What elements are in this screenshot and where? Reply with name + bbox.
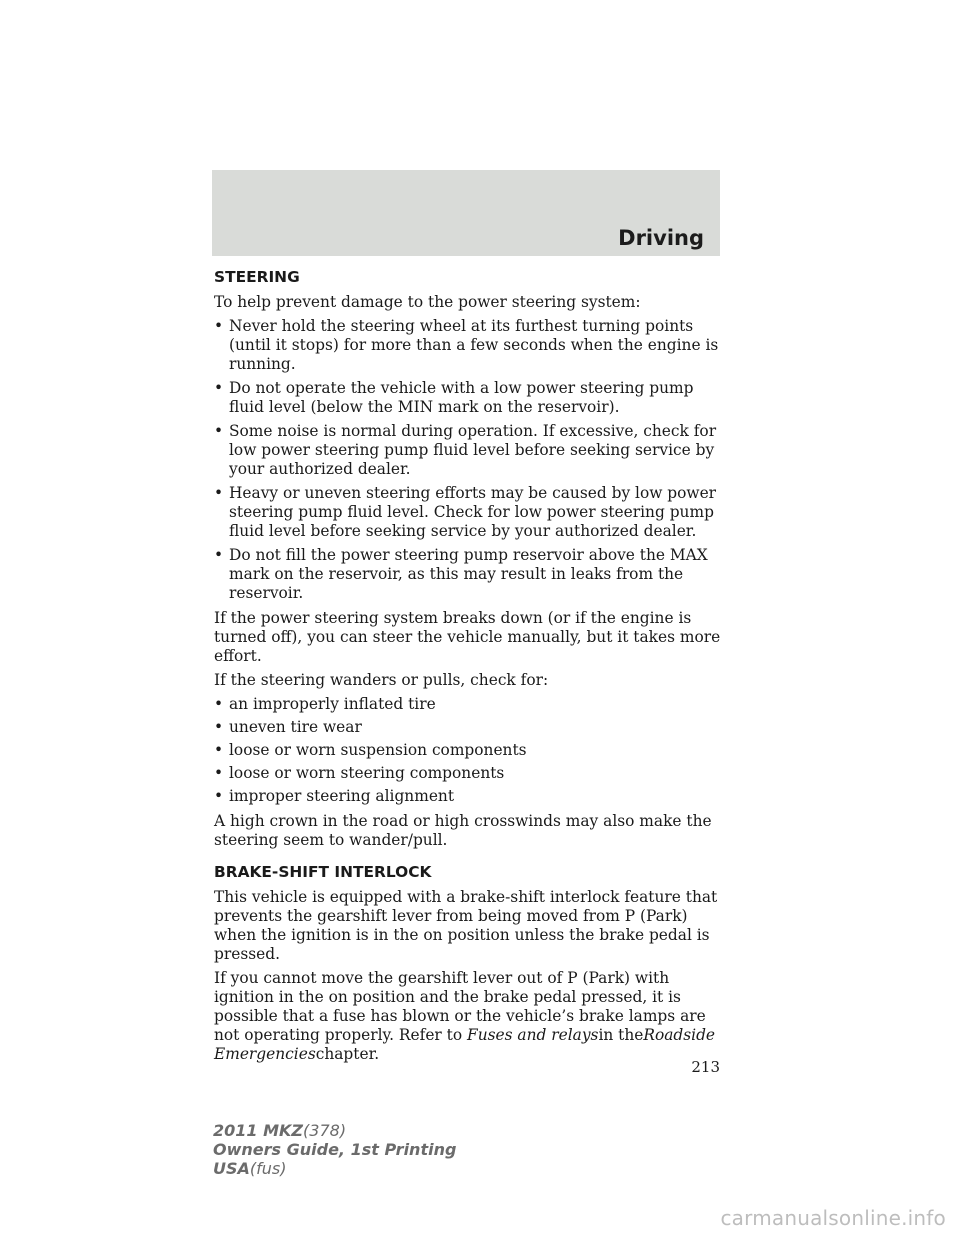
- bullet-icon: •: [214, 695, 224, 713]
- list-item: [214, 695, 724, 714]
- watermark-text: carmanualsonline.info: [720, 1206, 946, 1230]
- bullet-icon: •: [214, 764, 224, 782]
- footer-market: USA: [213, 1159, 250, 1178]
- footer-model: 2011 MKZ: [213, 1121, 304, 1140]
- crown-paragraph: A high crown in the road or high crosswinds may also make the steering seem to wander/pull.: [214, 812, 712, 849]
- list-item: [214, 764, 724, 783]
- list-item: [214, 546, 724, 603]
- list-item: [214, 484, 724, 541]
- bullet-icon: •: [214, 718, 224, 736]
- list-item-text: Heavy or uneven steering efforts may be caused by low power steering pump fluid level. Check for low power steering pump fluid level before seeking service by your authorized dealer.: [229, 484, 717, 540]
- list-item: [214, 741, 724, 760]
- bullet-icon: •: [214, 422, 224, 440]
- paragraph-mid: in the: [598, 1026, 644, 1044]
- bullet-icon: •: [214, 546, 224, 564]
- footer-line-3: [213, 1159, 456, 1178]
- bullet-icon: •: [214, 317, 224, 335]
- list-item: [214, 317, 724, 374]
- list-item-text: Do not operate the vehicle with a low power steering pump fluid level (below the MIN mark on the reservoir).: [229, 379, 694, 416]
- brake-shift-heading: BRAKE-SHIFT INTERLOCK: [214, 863, 432, 881]
- footer-market-code: (fus): [249, 1159, 287, 1178]
- list-item-text: improper steering alignment: [229, 787, 455, 805]
- page-number: 213: [691, 1058, 720, 1076]
- print-footer: [213, 1121, 456, 1178]
- list-item-text: uneven tire wear: [229, 718, 362, 736]
- footer-model-code: (378): [303, 1121, 347, 1140]
- steering-intro: To help prevent damage to the power steering system:: [214, 293, 641, 311]
- list-item: [214, 422, 724, 479]
- fuses-relays-reference: Fuses and relays: [467, 1026, 599, 1044]
- roadside-emergencies-reference: Roadside Emergencies: [214, 1026, 716, 1063]
- footer-line-2: Owners Guide, 1st Printing: [213, 1140, 457, 1159]
- section-title: Driving: [618, 226, 704, 250]
- bullet-icon: •: [214, 787, 224, 805]
- brake-shift-paragraph-1: This vehicle is equipped with a brake-shift interlock feature that prevents the gearshift lever from being moved from P (Park) when the ignition is in the on position unless the brake pedal is pressed.: [214, 888, 718, 963]
- section-header-band: [212, 170, 720, 256]
- list-item-text: Do not fill the power steering pump reservoir above the MAX mark on the reservoir, as this may result in leaks from the reservoir.: [229, 546, 708, 602]
- paragraph-end: chapter.: [315, 1045, 380, 1063]
- list-item-text: an improperly inflated tire: [229, 695, 436, 713]
- list-item-text: Some noise is normal during operation. If excessive, check for low power steering pump fluid level before seeking service by your authorized dealer.: [229, 422, 717, 478]
- steering-heading: STEERING: [214, 268, 300, 286]
- bullet-icon: •: [214, 741, 224, 759]
- wander-bullet-list: [214, 695, 724, 806]
- list-item: [214, 787, 724, 806]
- breakdown-paragraph: If the power steering system breaks down (or if the engine is turned off), you can steer the vehicle manually, but it takes more effort.: [214, 609, 721, 665]
- paragraph-lead: If you cannot move the gearshift lever out of P (Park) with ignition in the on position and the brake pedal pressed, it is possible that a fuse has blown or the vehicle’s brake lamps are not operating properly. Refer to: [214, 969, 706, 1044]
- list-item-text: loose or worn steering components: [229, 764, 505, 782]
- footer-line-1: [213, 1121, 456, 1140]
- steering-bullet-list: [214, 317, 724, 603]
- wander-intro: If the steering wanders or pulls, check for:: [214, 671, 549, 689]
- page-content: [214, 268, 724, 1069]
- list-item: [214, 718, 724, 737]
- bullet-icon: •: [214, 379, 224, 397]
- list-item: [214, 379, 724, 417]
- brake-shift-paragraph-2: [214, 969, 724, 1064]
- list-item-text: Never hold the steering wheel at its furthest turning points (until it stops) for more than a few seconds when the engine is running.: [229, 317, 719, 373]
- list-item-text: loose or worn suspension components: [229, 741, 527, 759]
- bullet-icon: •: [214, 484, 224, 502]
